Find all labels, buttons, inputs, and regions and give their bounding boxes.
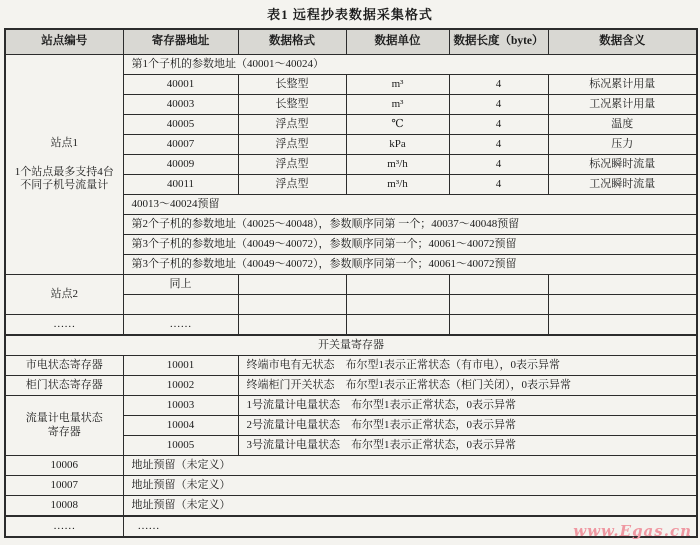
register-address-cell: 10003 [123,396,238,416]
register-desc-cell: 1号流量计电量状态 布尔型1表示正常状态，0表示异常 [238,396,697,416]
register-address-cell: 40005 [123,115,238,135]
meter-power-status-group-cell [5,396,123,456]
station1-name: 站点1 [50,136,78,149]
register-desc-cell: 终端柜门开关状态 布尔型1表示正常状态（柜门关闭），0表示异常 [238,376,697,396]
site-watermark: www.Egas.cn [573,522,692,540]
switch-section-title: 开关量寄存器 [5,335,697,356]
header-station-id: 站点编号 [5,29,123,55]
register-address-cell: 10007 [5,476,123,496]
reserved-address-cell: 地址预留（未定义） [123,476,697,496]
register-address-cell: 40011 [123,175,238,195]
station2-cell: 站点2 [5,275,123,315]
register-address-cell: 40001 [123,75,238,95]
ellipsis-cell: …… [123,315,238,336]
data-meaning-cell: 温度 [548,115,697,135]
data-length-cell: 4 [449,75,548,95]
register-name-cell: 市电状态寄存器 [5,356,123,376]
empty-cell [346,275,449,295]
register-desc-cell: 2号流量计电量状态 布尔型1表示正常状态，0表示异常 [238,416,697,436]
register-address-cell: 10004 [123,416,238,436]
data-format-cell: 长整型 [238,95,346,115]
data-length-cell: 4 [449,155,548,175]
reserved-address-cell: 地址预留（未定义） [123,496,697,517]
table-row [5,315,697,336]
empty-cell [123,295,238,315]
data-format-cell: 浮点型 [238,175,346,195]
register-desc-cell: 终端市电有无状态 布尔型1表示正常状态（有市电），0表示异常 [238,356,697,376]
remote-meter-data-table [4,28,698,538]
table-row [5,275,697,295]
header-data-format: 数据格式 [238,29,346,55]
switch-section-title-row [5,335,697,356]
table-row [5,376,697,396]
table-row [5,356,697,376]
data-format-cell: 浮点型 [238,135,346,155]
table-row [5,476,697,496]
ellipsis-cell: …… [5,516,123,537]
empty-cell [548,295,697,315]
data-format-cell: 长整型 [238,75,346,95]
header-data-unit: 数据单位 [346,29,449,55]
reserved-range-cell: 40013～40024预留 [123,195,697,215]
register-address-cell: 10008 [5,496,123,517]
header-register-address: 寄存器地址 [123,29,238,55]
reserved-address-cell: 地址预留（未定义） [123,456,697,476]
register-address-cell: 40007 [123,135,238,155]
data-unit-cell: m³ [346,75,449,95]
data-meaning-cell: 工况瞬时流量 [548,175,697,195]
data-format-cell: 浮点型 [238,155,346,175]
table-row [5,456,697,476]
data-meaning-cell: 标况累计用量 [548,75,697,95]
meter-group-name-line2: 寄存器 [47,425,81,438]
data-meaning-cell: 标况瞬时流量 [548,155,697,175]
header-data-length: 数据长度（byte） [449,29,548,55]
register-address-cell: 40009 [123,155,238,175]
station1-note-line1: 1个站点最多支持4台 [14,165,114,178]
data-length-cell: 4 [449,95,548,115]
empty-cell [449,315,548,336]
data-format-cell: 浮点型 [238,115,346,135]
station1-cell [5,55,123,275]
header-row [5,29,697,55]
meter-group-name-line1: 流量计电量状态 [25,411,103,424]
data-meaning-cell: 工况累计用量 [548,95,697,115]
empty-cell [238,295,346,315]
empty-cell [346,295,449,315]
data-unit-cell: kPa [346,135,449,155]
empty-cell [238,275,346,295]
submachine2-section-header: 第2个子机的参数地址（40025～40048），参数顺序同第 一个；40037～40048预留 [123,215,697,235]
table-row [5,496,697,517]
data-unit-cell: m³ [346,95,449,115]
station1-note-line2: 不同子机号流量计 [20,179,109,192]
empty-cell [548,275,697,295]
page-title: 表1 远程抄表数据采集格式 [267,7,433,22]
empty-cell [449,295,548,315]
data-unit-cell: m³/h [346,155,449,175]
data-unit-cell: ℃ [346,115,449,135]
empty-cell [238,315,346,336]
data-meaning-cell: 压力 [548,135,697,155]
table-row [5,396,697,416]
register-address-cell: 10005 [123,436,238,456]
ellipsis-cell: …… [123,516,697,537]
ellipsis-cell: …… [5,315,123,336]
empty-cell [449,275,548,295]
submachine3-section-header: 第3个子机的参数地址（40049～40072），参数顺序同第一个；40061～40072预留 [123,235,697,255]
same-as-above-cell: 同上 [123,275,238,295]
register-address-cell: 10006 [5,456,123,476]
register-address-cell: 40003 [123,95,238,115]
register-name-cell: 柜门状态寄存器 [5,376,123,396]
register-desc-cell: 3号流量计电量状态 布尔型1表示正常状态，0表示异常 [238,436,697,456]
register-address-cell: 10002 [123,376,238,396]
data-unit-cell: m³/h [346,175,449,195]
table-row [5,55,697,75]
spacer [9,150,120,166]
empty-cell [346,315,449,336]
submachine1-section-header: 第1个子机的参数地址（40001～40024） [123,55,697,75]
empty-cell [548,315,697,336]
data-length-cell: 4 [449,135,548,155]
data-length-cell: 4 [449,175,548,195]
submachine4-section-header: 第3个子机的参数地址（40049～40072），参数顺序同第一个；40061～40072预留 [123,255,697,275]
data-length-cell: 4 [449,115,548,135]
header-data-meaning: 数据含义 [548,29,697,55]
register-address-cell: 10001 [123,356,238,376]
